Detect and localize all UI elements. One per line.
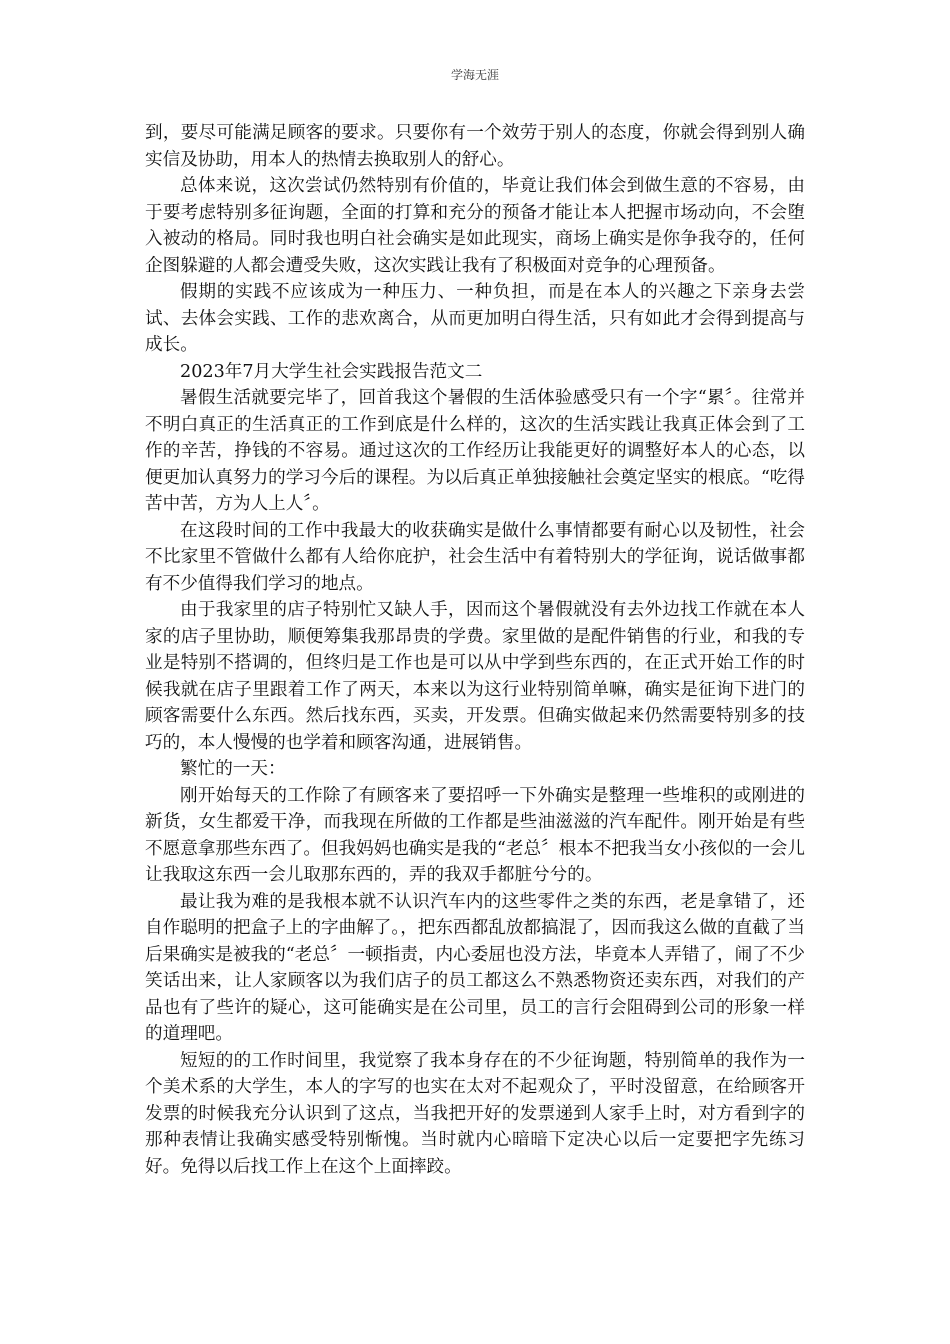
paragraph-daily-work: 刚开始每天的工作除了有顾客来了要招呼一下外确实是整理一些堆积的或刚进的新货，女生都爱干净，而我现在所做的工作都是些油滋滋的汽车配件。刚开始是有些不愿意拿那些东西了。但我妈妈也确实是我的“老总〞根本不把我当女小孩似的一会儿让我取这东西一会儿取那东西的，弄的我双手都脏兮兮的。 (145, 785, 805, 885)
paragraph-patience: 在这段时间的工作中我最大的收获确实是做什么事情都要有耐心以及韧性，社会不比家里不管做什么都有人给你庇护，社会生活中有着特别大的学征询，说话做事都有不少值得我们学习的地点。 (145, 520, 805, 594)
section-title: 2023年7月大学生社会实践报告范文二 (180, 361, 483, 382)
paragraph-continuation: 到，要尽可能满足顾客的要求。只要你有一个效劳于别人的态度，你就会得到别人确实信及协助，用本人的热情去换取别人的舒心。 (145, 123, 805, 170)
page-header: 学海无涯 (450, 68, 499, 82)
paragraph-summary: 总体来说，这次尝试仍然特别有价值的，毕竟让我们体会到做生意的不容易，由于要考虑特别多征询题，全面的打算和充分的预备才能让本人把握市场动向，不会堕入被动的格局。同时我也明白社会确实是如此现实，商场上确实是你争我夺的，任何企图躲避的人都会遭受失败，这次实践让我有了积极面对竞争的心理预备。 (145, 176, 805, 276)
paragraph-holiday-practice: 假期的实践不应该成为一种压力、一种负担，而是在本人的兴趣之下亲身去尝试、去体会实践、工作的悲欢离合，从而更加明白得生活，只有如此才会得到提高与成长。 (145, 282, 805, 355)
document-body (145, 120, 805, 1180)
paragraph-summer-life: 暑假生活就要完毕了，回首我这个暑假的生活体验感受只有一个字“累〞。往常并不明白真正的生活真正的工作到底是什么样的，这次的生活实践让我真正体会到了工作的辛苦，挣钱的不容易。通过这次的工作经历让我能更好的调整好本人的心态，以便更加认真努力的学习今后的课程。为以后真正单独接触社会奠定坚实的根底。“吃得苦中苦，方为人上人〞。 (145, 388, 805, 514)
subheading-busy-day: 繁忙的一天： (180, 759, 286, 779)
paragraph-family-shop: 由于我家里的店子特别忙又缺人手，因而这个暑假就没有去外边找工作就在本人家的店子里协助，顺便筹集我那昂贵的学费。家里做的是配件销售的行业，和我的专业是特别不搭调的，但终归是工作也是可以从中学到些东西的，在正式开始工作的时候我就在店子里跟着工作了两天，本来以为这行业特别简单嘛，确实是征询下进门的顾客需要什么东西。然后找东西，买卖，开发票。但确实做起来仍然需要特别多的技巧的，本人慢慢的也学着和顾客沟通，进展销售。 (145, 600, 805, 753)
paragraph-handwriting: 短短的的工作时间里，我觉察了我本身存在的不少征询题，特别简单的我作为一个美术系的大学生，本人的字写的也实在太对不起观众了，平时没留意，在给顾客开发票的时候我充分认识到了这点，当我把开好的发票递到人家手上时，对方看到字的那种表情让我确实感受特别惭愧。当时就内心暗暗下定决心以后一定要把字先练习好。免得以后找工作上在这个上面摔跤。 (145, 1050, 805, 1177)
paragraph-mistakes: 最让我为难的是我根本就不认识汽车内的这些零件之类的东西，老是拿错了，还自作聪明的把盒子上的字曲解了。，把东西都乱放都搞混了，因而我这么做的直截了当后果确实是被我的“老总〞一顿指责，内心委屈也没方法，毕竟本人弄错了，闹了不少笑话出来，让人家顾客以为我们店子的员工都这么不熟悉物资还卖东西，对我们的产品也有了些许的疑心，这可能确实是在公司里，员工的言行会阻碍到公司的形象一样的道理吧。 (145, 891, 805, 1044)
